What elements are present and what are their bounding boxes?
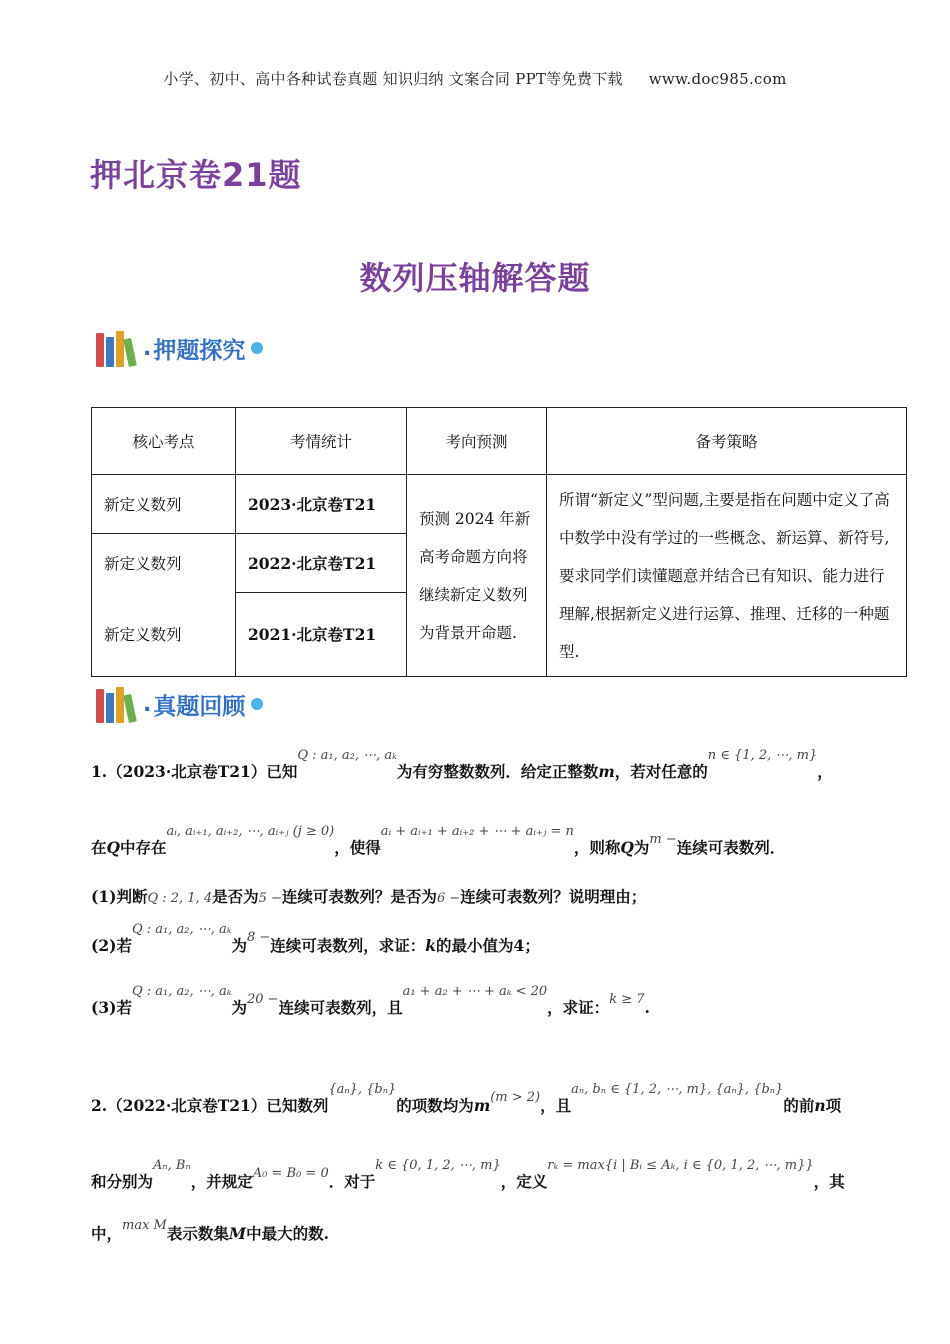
math-expr: Q : a₁, a₂, ⋯, aₖ xyxy=(131,984,232,999)
math-expr: max M xyxy=(122,1218,167,1233)
text: 在 xyxy=(91,838,107,857)
table-header-cell: 考向预测 xyxy=(407,408,547,475)
text: 1.（2023·北京卷T21）已知 xyxy=(91,762,298,781)
text: 的最小值为4； xyxy=(436,936,540,955)
math-expr: Aₙ, Bₙ xyxy=(153,1158,191,1173)
math-var: m xyxy=(598,762,615,781)
math-var: n xyxy=(814,1096,826,1115)
section-heading-review: . 真题回顾 xyxy=(96,684,263,724)
q1-part1 xyxy=(91,885,646,907)
text: 中， xyxy=(91,1224,123,1243)
math-expr: Q : a₁, a₂, ⋯, aₖ xyxy=(297,748,397,763)
text: ，定义 xyxy=(500,1172,548,1191)
text: 中存在 xyxy=(120,838,167,857)
math-expr: Q : a₁, a₂, ⋯, aₖ xyxy=(131,922,232,937)
math-var: m xyxy=(473,1096,491,1115)
document-title: 押北京卷21题 xyxy=(90,156,302,194)
math-expr: rₖ = max{i | Bᵢ ≤ Aₖ, i ∈ {0, 1, 2, ⋯, m}} xyxy=(547,1158,814,1173)
math-expr: A₀ = B₀ = 0 xyxy=(252,1166,329,1181)
text: 2.（2022·北京卷T21）已知数列 xyxy=(91,1096,329,1115)
math-expr: {aₙ}, {bₙ} xyxy=(328,1082,397,1097)
text: 连续可表数列． xyxy=(676,838,786,857)
math-expr: (m > 2) xyxy=(490,1090,541,1105)
section-label: 押题探究 xyxy=(153,337,246,364)
table-cell-stat: 2023·北京卷T21 xyxy=(236,475,407,534)
math-expr: aₙ, bₙ ∈ {1, 2, ⋯, m}, {aₙ}, {bₙ} xyxy=(571,1082,784,1097)
text: 为 xyxy=(231,998,247,1017)
text: ．对于 xyxy=(328,1172,376,1191)
text: ，并规定 xyxy=(190,1172,253,1191)
text: 项 xyxy=(825,1096,842,1115)
text: ，其 xyxy=(813,1172,845,1191)
books-icon xyxy=(96,685,139,723)
math-expr: Q : 2, 1, 4 xyxy=(147,891,213,906)
math-expr: 20 − xyxy=(246,992,279,1007)
math-expr: aᵢ + aᵢ₊₁ + aᵢ₊₂ + ⋯ + aᵢ₊ⱼ = n xyxy=(380,824,574,839)
table-header-row xyxy=(92,408,907,475)
text: 的前 xyxy=(783,1096,815,1115)
math-expr: 5 − xyxy=(258,891,282,906)
table-cell-point: 新定义数列 xyxy=(92,534,236,593)
dot-icon xyxy=(251,698,263,710)
table-cell-point: 新定义数列 xyxy=(92,475,236,534)
math-expr: aᵢ, aᵢ₊₁, aᵢ₊₂, ⋯, aᵢ₊ⱼ (j ≥ 0) xyxy=(166,824,335,839)
page-header xyxy=(0,68,950,89)
math-expr: 6 − xyxy=(436,891,461,906)
header-url[interactable]: www.doc985.com xyxy=(648,70,787,88)
math-expr: k ∈ {0, 1, 2, ⋯, m} xyxy=(375,1158,501,1173)
math-var: Q xyxy=(106,838,121,857)
header-text: 小学、初中、高中各种试卷真题 知识归纳 文案合同 PPT等免费下载 xyxy=(163,70,623,88)
table-header-cell: 备考策略 xyxy=(547,408,907,475)
text: 是否为 xyxy=(212,887,259,906)
text: ，则称 xyxy=(573,838,621,857)
math-expr: a₁ + a₂ + ⋯ + aₖ < 20 xyxy=(402,984,548,999)
text: 为 xyxy=(231,936,247,955)
text: 连续可表数列，且 xyxy=(278,998,403,1017)
q2-line3 xyxy=(91,1218,329,1244)
math-expr: k ≥ 7 xyxy=(609,992,645,1007)
text: (3)若 xyxy=(91,998,132,1017)
section-heading-explore: . 押题探究 xyxy=(96,328,263,368)
text: 中最大的数. xyxy=(246,1224,329,1243)
books-icon xyxy=(96,329,139,367)
text: ，使得 xyxy=(334,838,381,857)
table-cell-point: 新定义数列 xyxy=(92,592,236,677)
math-expr: 8 − xyxy=(246,930,271,945)
text: (1)判断 xyxy=(91,887,148,906)
math-expr: n ∈ {1, 2, ⋯, m} xyxy=(707,748,818,763)
math-var: M xyxy=(228,1224,247,1243)
dot-icon xyxy=(251,342,263,354)
text: ，且 xyxy=(540,1096,572,1115)
math-expr: m − xyxy=(649,832,677,847)
text: 为有穷整数数列．给定正整数 xyxy=(396,762,599,781)
text: ，求证： xyxy=(547,998,610,1017)
text: 和分别为 xyxy=(91,1172,154,1191)
math-var: k xyxy=(425,936,437,955)
text: ，若对任意的 xyxy=(614,762,708,781)
table-cell-forecast: 预测 2024 年新高考命题方向将继续新定义数列为背景开命题. xyxy=(407,475,547,677)
text: 连续可表数列？说明理由； xyxy=(460,887,647,906)
math-var: Q xyxy=(620,838,634,857)
text: . xyxy=(644,998,650,1017)
table-header-cell: 考情统计 xyxy=(236,408,407,475)
text: 连续可表数列，求证： xyxy=(270,936,426,955)
text: 的项数均为 xyxy=(396,1096,474,1115)
table-cell-strategy: 所谓“新定义”型问题,主要是指在问题中定义了高中数学中没有学过的一些概念、新运算、新符号,要求同学们读懂题意并结合已有知识、能力进行理解,根据新定义进行运算、推理、迁移的一种题型. xyxy=(547,475,907,677)
table-cell-stat: 2021·北京卷T21 xyxy=(236,592,407,677)
section-label: 真题回顾 xyxy=(153,693,246,720)
exam-analysis-table xyxy=(91,407,907,677)
text: 表示数集 xyxy=(166,1224,229,1243)
text: 为 xyxy=(633,838,650,857)
subject-title: 数列压轴解答题 xyxy=(359,259,591,297)
table-row xyxy=(92,475,907,534)
text: ， xyxy=(817,762,833,781)
text: 连续可表数列？是否为 xyxy=(281,887,437,906)
text: (2)若 xyxy=(91,936,132,955)
table-cell-stat: 2022·北京卷T21 xyxy=(236,534,407,593)
table-header-cell: 核心考点 xyxy=(92,408,236,475)
